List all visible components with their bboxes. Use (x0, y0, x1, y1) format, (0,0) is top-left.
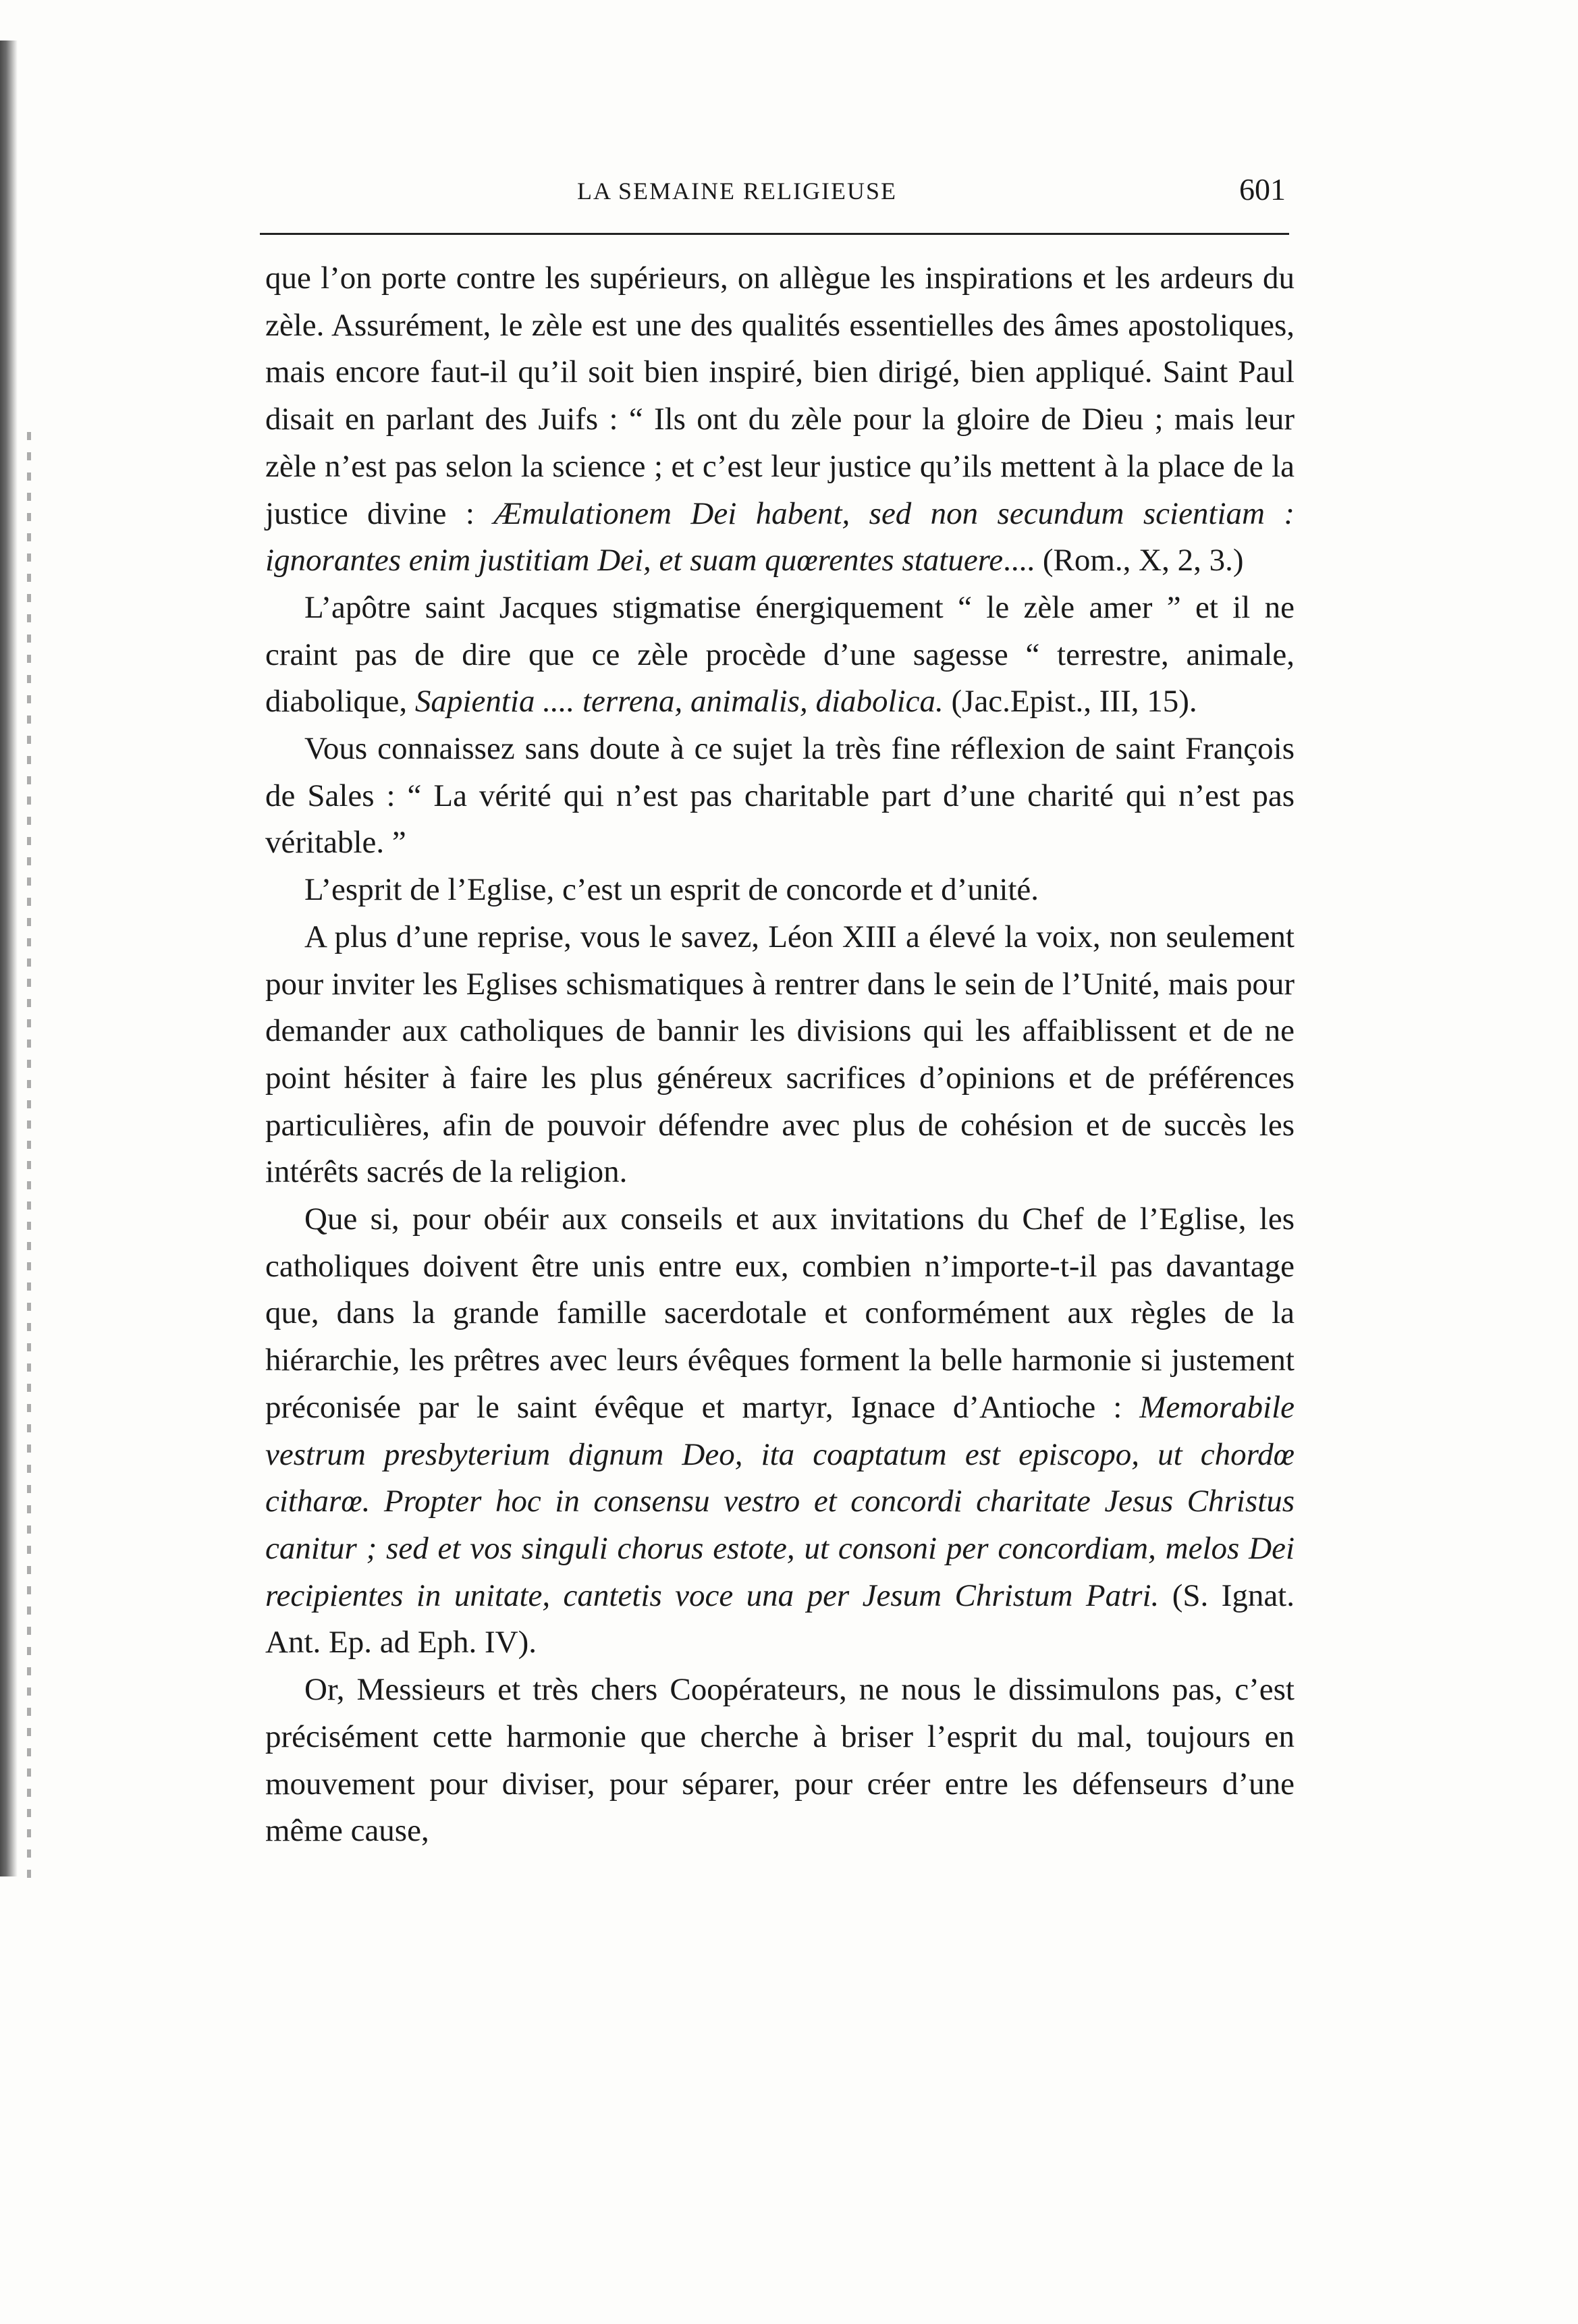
italic-quotation: Memorabile vestrum presbyterium dignum Deo, ita coaptatum est episcopo, ut chordœ citharœ. Propter hoc in consensu vestro et concordi charitate Jesus Christus canitur ; sed et vos singuli chorus estote, ut consoni per concordiam, melos Dei recipientes in unitate, cantetis voce una per Jesum Christum Patri. (265, 1389, 1295, 1613)
body-text (265, 255, 1295, 1855)
text-segment: Vous connaissez sans doute à ce sujet la très fine réflexion de saint François de Sales : “ La vérité qui n’est pas charitable part d’une charité qui n’est pas véritable. ” (265, 731, 1295, 861)
italic-quotation: Sapientia .... terrena, animalis, diabolica. (414, 684, 944, 720)
italic-quotation: Æmulationem Dei habent, sed non secundum scientiam : ignorantes enim justitiam Dei, et suam quœrentes statuere (265, 495, 1295, 578)
paragraph (265, 1196, 1295, 1667)
paragraph (265, 585, 1295, 726)
paragraph (265, 255, 1295, 585)
page-number: 601 (1239, 172, 1286, 207)
paragraph (265, 914, 1295, 1196)
text-segment: A plus d’une reprise, vous le savez, Léon XIII a élevé la voix, non seulement pour inviter les Eglises schismatiques à rentrer dans le sein de l’Unité, mais pour demander aux catholiques de bannir les divisions qui les affaiblissent et de ne point hésiter à faire les plus généreux sacrifices d’opinions et de préférences particulières, afin de pouvoir défendre avec plus de cohésion et de succès les intérêts sacrés de la religion. (265, 919, 1295, 1190)
paragraph (265, 726, 1295, 867)
text-segment: L’apôtre saint Jacques stigmatise énergiquement “ le zèle amer ” et il ne craint pas de dire que ce zèle procède d’une sagesse “ terrestre, animale, diabolique, (265, 589, 1295, 720)
header-rule (260, 233, 1289, 235)
text-segment: (Jac.Epist., III, 15). (943, 684, 1197, 720)
running-title: LA SEMAINE RELIGIEUSE (577, 178, 897, 205)
paragraph (265, 867, 1295, 914)
text-segment: L’esprit de l’Eglise, c’est un esprit de concorde et d’unité. (304, 872, 1039, 908)
text-segment: .... (Rom., X, 2, 3.) (1003, 543, 1244, 578)
text-segment: (S. Ignat. Ant. Ep. ad Eph. IV). (265, 1577, 1295, 1660)
text-segment: Que si, pour obéir aux conseils et aux invitations du Chef de l’Eglise, les catholiques doivent être unis entre eux, combien n’importe-t-il pas davantage que, dans la grande famille sacerdotale et conformément aux règles de la hiérarchie, les prêtres avec leurs évêques forment la belle harmonie si justement préconisée par le saint évêque et martyr, Ignace d’Antioche : (265, 1201, 1295, 1425)
paragraph (265, 1667, 1295, 1855)
running-head (267, 174, 1286, 215)
text-segment: que l’on porte contre les supérieurs, on allègue les inspirations et les ardeurs du zèle. Assurément, le zèle est une des qualités essentielles des âmes apostoliques, mais encore faut-il qu’il soit bien inspiré, bien dirigé, bien appliqué. Saint Paul disait en parlant des Juifs : “ Ils ont du zèle pour la gloire de Dieu ; mais leur zèle n’est pas selon la science ; et c’est leur justice qu’ils mettent à la place de la justice divine : (265, 261, 1295, 531)
page-binding-edge (0, 40, 18, 1876)
text-segment: Or, Messieurs et très chers Coopérateurs, ne nous le dissimulons pas, c’est précisément cette harmonie que cherche à briser l’esprit du mal, toujours en mouvement pour diviser, pour séparer, pour créer entre les défenseurs d’une même cause, (265, 1672, 1295, 1849)
page-binding-shadow (27, 432, 31, 1890)
